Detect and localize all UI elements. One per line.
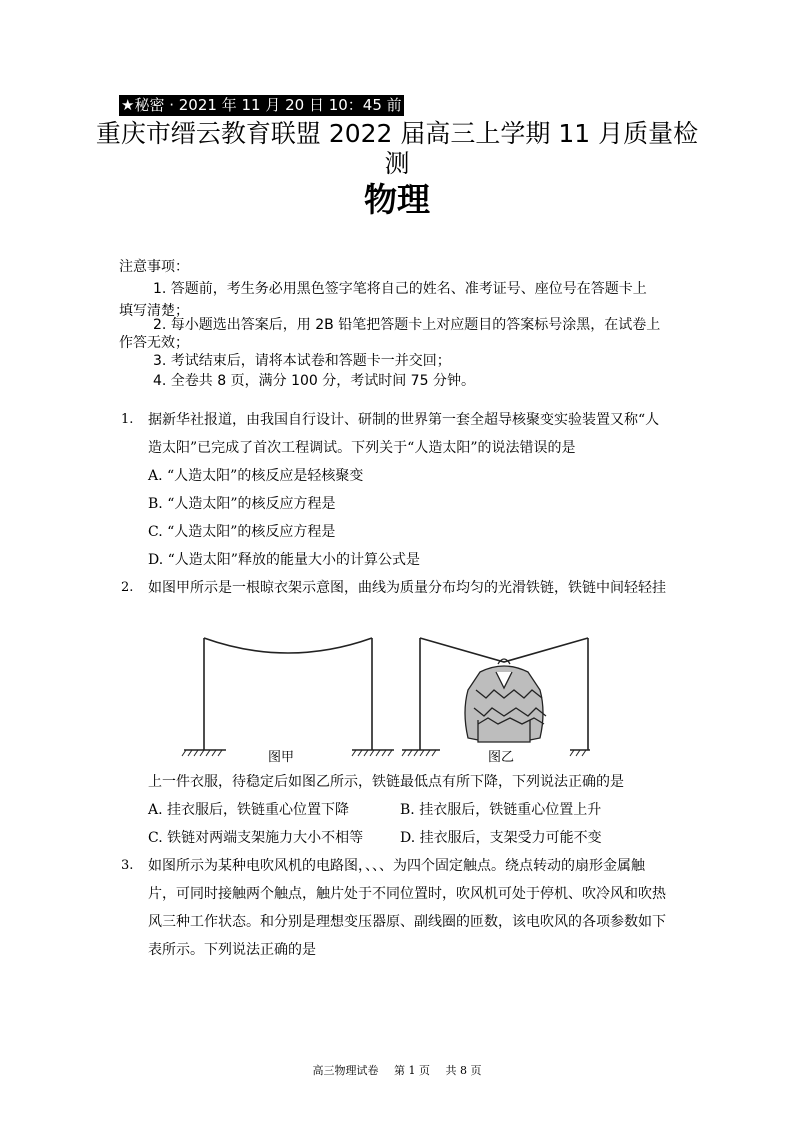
question-2-number: 2. xyxy=(121,580,134,595)
figure-right-label: 图乙 xyxy=(488,750,515,765)
note-item-1-line2: 填写清楚； xyxy=(119,303,189,319)
question-3-line1: 如图所示为某种电吹风机的电路图，、、、为四个固定触点。绕点转动的扇形金属触 xyxy=(148,858,645,874)
question-2-option-a: A. 挂衣服后，铁链重心位置下降 xyxy=(148,802,350,818)
footer-page: 第 1 页 xyxy=(394,1064,430,1077)
footer-total: 共 8 页 xyxy=(445,1064,482,1077)
note-item-4: 4. 全卷共 8 页，满分 100 分，考试时间 75 分钟。 xyxy=(153,373,475,389)
question-1-option-b: B. “人造太阳”的核反应方程是 xyxy=(148,496,336,512)
question-2-line2: 上一件衣服，待稳定后如图乙所示，铁链最低点有所下降，下列说法正确的是 xyxy=(148,774,624,790)
question-2-line1: 如图甲所示是一根晾衣架示意图，曲线为质量分布均匀的光滑铁链，铁链中间轻轻挂 xyxy=(148,580,666,596)
question-2-option-b: B. 挂衣服后，铁链重心位置上升 xyxy=(400,802,602,818)
footer-subject: 高三物理试卷 xyxy=(312,1064,379,1077)
page-footer xyxy=(0,1062,794,1078)
note-item-2-line1: 2. 每小题选出答案后，用 2B 铅笔把答题卡上对应题目的答案标号涂黑，在试卷上 xyxy=(153,317,661,333)
figure-left-label: 图甲 xyxy=(268,750,295,765)
question-3-line2: 片，可同时接触两个触点，触片处于不同位置时，吹风机可处于停机、吹冷风和吹热 xyxy=(148,886,666,902)
exam-title-line1: 重庆市缙云教育联盟 2022 届高三上学期 11 月质量检 xyxy=(95,119,699,148)
question-2-option-d: D. 挂衣服后，支架受力可能不变 xyxy=(400,830,602,846)
notes-heading: 注意事项： xyxy=(119,259,189,275)
question-1-option-d: D. “人造太阳”释放的能量大小的计算公式是 xyxy=(148,552,420,568)
exam-title-line2: 测 xyxy=(384,149,410,178)
question-2-option-c: C. 铁链对两端支架施力大小不相等 xyxy=(148,830,364,846)
secret-label: ★秘密 · 2021 年 11 月 20 日 10：45 前 xyxy=(121,96,402,114)
subject-title: 物理 xyxy=(364,180,430,219)
question-1-line1: 据新华社报道，由我国自行设计、研制的世界第一套全超导核聚变实验装置又称“人 xyxy=(148,412,660,428)
question-3-number: 3. xyxy=(121,858,134,873)
question-3-line3: 风三种工作状态。和分别是理想变压器原、副线圈的匝数，该电吹风的各项参数如下 xyxy=(148,914,666,930)
figure-left-rack xyxy=(182,638,394,756)
question-1-number: 1. xyxy=(121,412,134,427)
figure-sweater-icon xyxy=(465,659,546,742)
question-3-line4: 表所示。下列说法正确的是 xyxy=(148,942,316,958)
note-item-3: 3. 考试结束后，请将本试卷和答题卡一并交回； xyxy=(153,353,451,369)
question-1-line2: 造太阳”已完成了首次工程调试。下列关于“人造太阳”的说法错误的是 xyxy=(148,440,576,456)
question-1-option-a: A. “人造太阳”的核反应是轻核聚变 xyxy=(148,468,364,484)
note-item-2-line2: 作答无效； xyxy=(119,335,189,351)
note-item-1-line1: 1. 答题前，考生务必用黑色签字笔将自己的姓名、准考证号、座位号在答题卡上 xyxy=(153,281,647,297)
question-1-option-c: C. “人造太阳”的核反应方程是 xyxy=(148,524,336,540)
clothes-rack-figure xyxy=(180,628,590,768)
